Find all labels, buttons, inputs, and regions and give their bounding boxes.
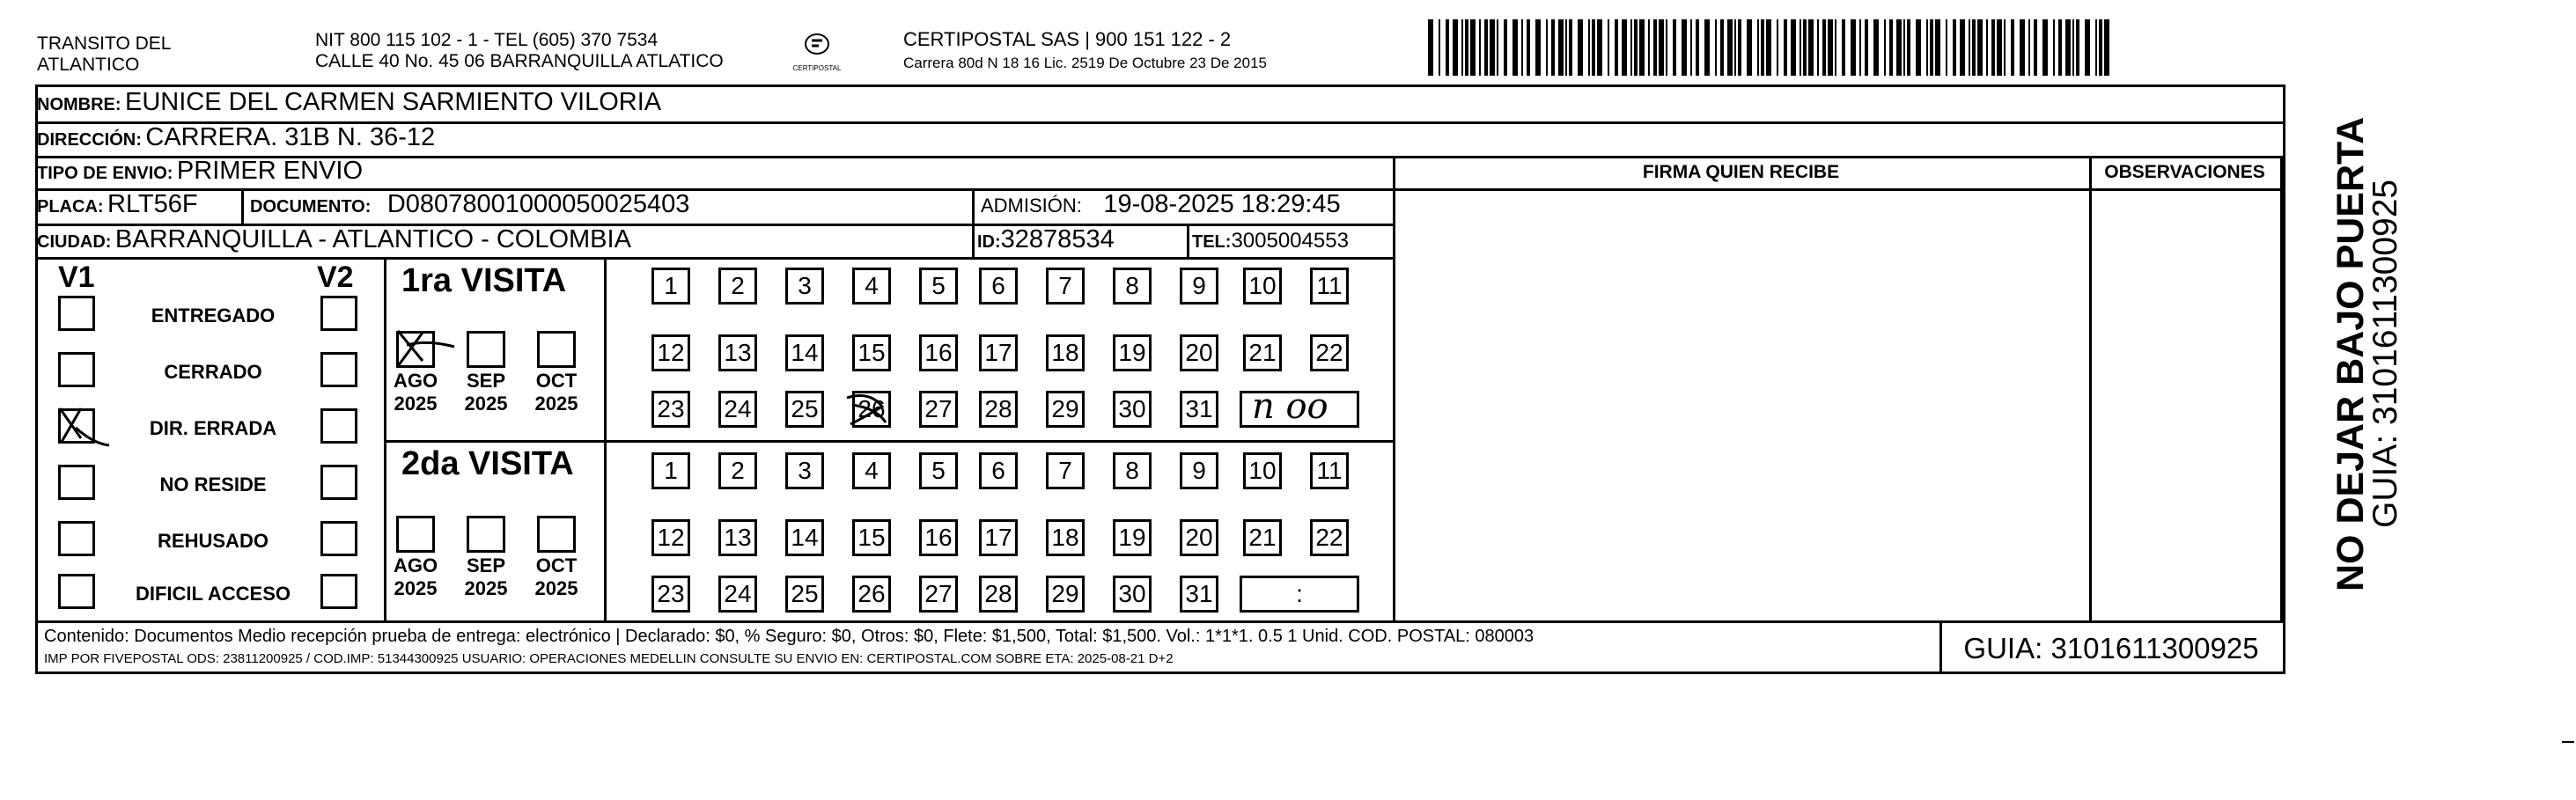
admision-value: 19-08-2025 18:29:45 (1103, 190, 1341, 218)
first-visit-day-box[interactable]: 13 (718, 334, 757, 371)
placa-label: PLACA: (37, 197, 104, 217)
status-label: DIFICIL ACCESO (135, 583, 291, 605)
first-visit-day-box[interactable]: 11 (1310, 268, 1349, 305)
second-visit-day-box[interactable]: 24 (718, 576, 757, 613)
day-26-mark (838, 387, 894, 431)
second-visit-month-label (389, 554, 442, 600)
second-visit-day-box[interactable]: 12 (651, 519, 690, 556)
placa-value: RLT56F (107, 190, 198, 218)
first-visit-day-box[interactable]: 1 (651, 268, 690, 305)
second-visit-day-box[interactable]: 13 (718, 519, 757, 556)
month-name: OCT (535, 370, 578, 392)
first-visit-day-box[interactable]: 17 (979, 334, 1018, 371)
second-visit-day-box[interactable]: 14 (785, 519, 824, 556)
v1-checkbox[interactable] (58, 521, 95, 556)
id-value: 32878534 (1000, 225, 1115, 253)
second-visit-time-box[interactable]: : (1240, 576, 1359, 613)
second-visit-day-box[interactable]: 30 (1113, 576, 1152, 613)
guia-side: GUIA: 3101611300925 (2366, 179, 2404, 528)
tipo-envio-value: PRIMER ENVIO (176, 157, 364, 185)
second-visit-day-box[interactable]: 5 (919, 452, 958, 489)
first-visit-day-box[interactable]: 23 (651, 391, 690, 428)
sender-address: CALLE 40 No. 45 06 BARRANQUILLA ATLATICO (315, 51, 724, 71)
second-visit-month-box[interactable] (467, 516, 505, 553)
first-visit-day-box[interactable]: 30 (1113, 391, 1152, 428)
second-visit-day-box[interactable]: 9 (1180, 452, 1218, 489)
first-visit-month-box[interactable] (537, 331, 576, 368)
nombre-row (37, 88, 661, 117)
handwritten-time: n oo (1252, 386, 1328, 427)
second-visit-day-box[interactable]: 20 (1180, 519, 1218, 556)
first-visit-day-box[interactable]: 31 (1180, 391, 1218, 428)
first-visit-day-box[interactable]: 10 (1243, 268, 1282, 305)
sender-line-2: ATLANTICO (37, 55, 140, 75)
documento-label: DOCUMENTO: (250, 197, 372, 217)
v1-checkbox[interactable] (58, 352, 95, 387)
admision-field (981, 190, 1341, 219)
status-label: NO RESIDE (159, 473, 267, 495)
second-visit-day-box[interactable]: 27 (919, 576, 958, 613)
first-visit-day-box[interactable]: 21 (1243, 334, 1282, 371)
first-visit-day-box[interactable]: 26 (852, 391, 891, 428)
first-visit-day-box[interactable]: 15 (852, 334, 891, 371)
first-visit-day-box[interactable]: 25 (785, 391, 824, 428)
second-visit-day-box[interactable]: 19 (1113, 519, 1152, 556)
first-visit-day-box[interactable]: 29 (1046, 391, 1085, 428)
second-visit-day-box[interactable]: 15 (852, 519, 891, 556)
second-visit-month-box[interactable] (537, 516, 576, 553)
sender-info (315, 30, 724, 72)
first-visit-day-box[interactable]: 28 (979, 391, 1018, 428)
id-field (977, 225, 1115, 254)
nombre-label: NOMBRE: (37, 95, 121, 114)
first-visit-day-box[interactable]: 27 (919, 391, 958, 428)
edge-mark (2562, 741, 2574, 743)
direccion-label: DIRECCIÓN: (37, 130, 142, 150)
license-line: Carrera 80d N 18 16 Lic. 2519 De Octubre 23 De 2015 (903, 55, 1267, 71)
sender-nit: NIT 800 115 102 - 1 - TEL (605) 370 7534 (315, 30, 659, 50)
second-visit-day-box[interactable]: 11 (1310, 452, 1349, 489)
tel-label: TEL: (1192, 232, 1232, 252)
first-visit-month-label (530, 370, 583, 415)
first-visit-day-box[interactable]: 4 (852, 268, 891, 305)
first-visit-day-box[interactable]: 2 (718, 268, 757, 305)
first-visit-day-box[interactable]: 3 (785, 268, 824, 305)
month-name: AGO (393, 554, 438, 576)
second-visit-day-box[interactable]: 21 (1243, 519, 1282, 556)
second-visit-day-box[interactable]: 1 (651, 452, 690, 489)
carrier-line: CERTIPOSTAL SAS | 900 151 122 - 2 (903, 28, 1232, 50)
month-year: 2025 (534, 393, 578, 415)
carrier-info (903, 28, 1267, 72)
v2-checkbox[interactable] (320, 521, 357, 556)
nombre-value: EUNICE DEL CARMEN SARMIENTO VILORIA (125, 88, 662, 116)
v2-checkbox[interactable] (320, 408, 357, 444)
second-visit-day-box[interactable]: 4 (852, 452, 891, 489)
direccion-value: CARRERA. 31B N. 36-12 (145, 123, 436, 151)
status-label: ENTREGADO (151, 305, 276, 327)
second-visit-day-box[interactable]: 17 (979, 519, 1018, 556)
second-visit-day-box[interactable]: 10 (1243, 452, 1282, 489)
month-year: 2025 (464, 393, 508, 415)
v1-checkbox[interactable] (58, 296, 95, 331)
svg-text:CERTIPOSTAL: CERTIPOSTAL (792, 64, 842, 72)
id-label: ID: (977, 232, 1001, 252)
ciudad-field (37, 225, 631, 254)
first-visit-day-box[interactable]: 20 (1180, 334, 1218, 371)
second-visit-day-box[interactable]: 22 (1310, 519, 1349, 556)
first-visit-day-box[interactable]: 18 (1046, 334, 1085, 371)
month-name: SEP (466, 554, 506, 576)
second-visit-title: 2da VISITA (401, 445, 574, 482)
admision-label: ADMISIÓN: (981, 194, 1082, 217)
v1-checkbox[interactable] (58, 574, 95, 609)
documento-value: D08078001000050025403 (386, 190, 690, 218)
second-visit-day-box[interactable]: 29 (1046, 576, 1085, 613)
v1-checkbox[interactable] (58, 465, 95, 500)
first-visit-month-label (460, 370, 512, 415)
documento-field (250, 190, 689, 219)
first-visit-title: 1ra VISITA (401, 262, 567, 299)
second-visit-day-box[interactable]: 3 (785, 452, 824, 489)
guia-footer: GUIA: 3101611300925 (1963, 632, 2259, 664)
second-visit-day-box[interactable]: 28 (979, 576, 1018, 613)
tipo-envio-row (37, 157, 363, 186)
status-label: REHUSADO (158, 530, 269, 552)
month-name: SEP (466, 370, 506, 392)
month-year: 2025 (394, 577, 438, 599)
first-visit-day-box[interactable]: 6 (979, 268, 1018, 305)
content-summary: Contenido: Documentos Medio recepción prueba de entrega: electrónico | Declarado: $0, % Seguro: $0, Otros: $0, Flete: $1,500, Total: $1,500. Vol.: 1*1*1. 0.5 1 Unid. COD. POSTAL: 080003 (44, 627, 1535, 646)
second-visit-day-box[interactable]: 7 (1046, 452, 1085, 489)
ciudad-value: BARRANQUILLA - ATLANTICO - COLOMBIA (114, 225, 631, 253)
month-name: OCT (535, 554, 578, 576)
second-visit-day-box[interactable]: 2 (718, 452, 757, 489)
month-year: 2025 (394, 393, 438, 415)
v2-checkbox[interactable] (320, 352, 357, 387)
v1-dir-errada-mark (55, 403, 116, 449)
second-visit-day-box[interactable]: 6 (979, 452, 1018, 489)
tel-field (1192, 229, 1349, 253)
sender-line-1: TRANSITO DEL (37, 33, 172, 54)
second-visit-day-box[interactable]: 8 (1113, 452, 1152, 489)
second-visit-day-box[interactable]: 18 (1046, 519, 1085, 556)
first-visit-month-label (389, 370, 442, 415)
status-label: DIR. ERRADA (149, 417, 277, 439)
second-visit-month-label (460, 554, 512, 600)
v2-checkbox[interactable] (320, 574, 357, 609)
second-visit-month-box[interactable] (396, 516, 435, 553)
first-visit-day-box[interactable]: 19 (1113, 334, 1152, 371)
first-visit-day-box[interactable]: 16 (919, 334, 958, 371)
no-dejar-bajo-puerta: NO DEJAR BAJO PUERTA (2329, 116, 2372, 591)
ago-first-visit-mark (393, 327, 463, 375)
second-visit-day-box[interactable]: 31 (1180, 576, 1218, 613)
first-visit-day-box[interactable]: 24 (718, 391, 757, 428)
v2-header: V2 (317, 261, 354, 294)
tel-value: 3005004553 (1231, 229, 1349, 253)
first-visit-day-box[interactable]: 14 (785, 334, 824, 371)
tipo-envio-label: TIPO DE ENVIO: (37, 164, 173, 183)
sender-name (37, 33, 171, 76)
direccion-row (37, 123, 435, 152)
v2-checkbox[interactable] (320, 296, 357, 331)
month-name: AGO (393, 370, 438, 392)
first-visit-day-box[interactable]: 7 (1046, 268, 1085, 305)
second-visit-day-box[interactable]: 16 (919, 519, 958, 556)
barcode (1428, 19, 2116, 77)
second-visit-month-label (530, 554, 583, 600)
observaciones-header: OBSERVACIONES (2104, 162, 2265, 182)
v1-header: V1 (58, 261, 95, 294)
first-visit-day-box[interactable]: 12 (651, 334, 690, 371)
first-visit-day-box[interactable]: 8 (1113, 268, 1152, 305)
first-visit-day-box[interactable]: 5 (919, 268, 958, 305)
certipostal-logo (792, 26, 842, 77)
first-visit-day-box[interactable]: 22 (1310, 334, 1349, 371)
month-year: 2025 (464, 577, 508, 599)
firma-header: FIRMA QUIEN RECIBE (1642, 162, 1840, 182)
first-visit-day-box[interactable]: 9 (1180, 268, 1218, 305)
second-visit-day-box[interactable]: 23 (651, 576, 690, 613)
placa-field (37, 190, 198, 219)
print-info: IMP POR FIVEPOSTAL ODS: 23811200925 / COD.IMP: 51344300925 USUARIO: OPERACIONES MEDELLIN CONSULTE SU ENVIO EN: CERTIPOSTAL.COM SOBRE ETA: 2025-08-21 D+2 (44, 651, 1174, 666)
second-visit-day-box[interactable]: 26 (852, 576, 891, 613)
ciudad-label: CIUDAD: (37, 232, 112, 252)
month-year: 2025 (534, 577, 578, 599)
first-visit-month-box[interactable] (467, 331, 505, 368)
status-label: CERRADO (164, 361, 262, 383)
second-visit-day-box[interactable]: 25 (785, 576, 824, 613)
v2-checkbox[interactable] (320, 465, 357, 500)
